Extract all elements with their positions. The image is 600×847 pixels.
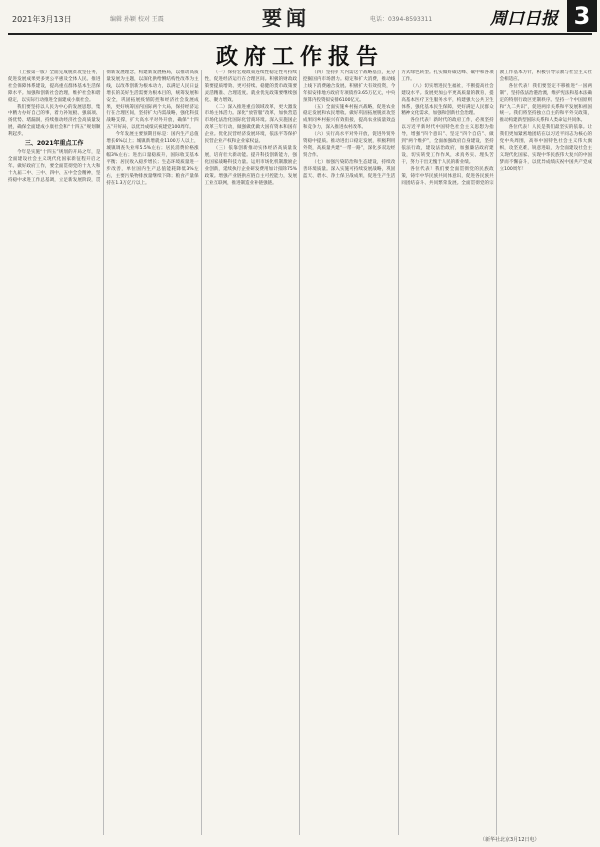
newspaper-logo: 周口日报: [490, 9, 558, 29]
contact-info: 电话：0394-8593311: [370, 16, 433, 23]
paragraph: （七）加强污染防治和生态建设，持续改善环境质量。深入实施可持续发展战略，巩固蓝天、碧水、净土保卫战成果，促进生产生活方式绿色转型。扎实做好碳达峰、碳中和各项工作。: [302, 70, 494, 179]
paragraph: 今年是实施“十四五”规划的开局之年，是全面建设社会主义现代化国家新征程开启之年。做好政府工作，要全面贯彻党的十九大和十九届二中、三中、四中、五中全会精神，坚持稳中求进工作总基调，立足新发展阶段，贯彻新发展理念，构建新发展格局，以推动高质量发展为主题，以深化供给侧结构性改革为主线，以改革创新为根本动力，以满足人民日益增长的美好生活需要为根本目的，统筹发展和安全，巩固拓展疫情防控和经济社会发展成果，更好统筹国内国际两个大局，保持经济运行在合理区间，坚持扩大内需战略，强化科技战略支撑，扩大高水平对外开放，确保“十四五”开好局，以优异成绩庆祝建党100周年。: [8, 70, 199, 183]
paragraph: 今年发展主要预期目标是：国内生产总值增长6%以上；城镇新增就业1100万人以上，城镇调查失业率5.5%左右；居民消费价格涨幅3%左右；进出口量稳质升，国际收支基本平衡；居民收入稳步增长；生态环境质量进一步改善，单位国内生产总值能耗降低3%左右，主要污染物排放量继续下降；粮食产量保持在1.3万亿斤以上。: [106, 132, 199, 186]
editor-credit: 编辑 孙颖 校对 王震: [110, 16, 164, 23]
paragraph: 各位代表！我们要坚定不移推进“一国两制”，坚持依法治港治澳，维护宪法和基本法确定的特别行政区宪制秩序。坚持一个中国原则和“九二共识”，促进两岸关系和平发展和祖国统一。我们将坚持独立自主的和平外交政策，推动构建新型国际关系和人类命运共同体。: [499, 83, 592, 124]
paragraph: 各位代表！我们要全面贯彻党的民族政策，铸牢中华民族共同体意识，促进各民族共同团结奋斗、共同繁荣发展。全面贯彻党的宗教工作基本方针，积极引导宗教与社会主义社会相适应。: [401, 70, 592, 186]
article-title: 政府工作报告: [215, 44, 384, 70]
paragraph: （二）深入推进重点领域改革，更大激发市场主体活力。深化“放管服”改革，加快营造市场化法治化国际化营商环境。深入实施国企改革三年行动，做强做优做大国有资本和国有企业。优化民营经济发展环境，依法平等保护民营企业产权和企业家权益。: [204, 104, 297, 145]
paragraph: 各位代表！新时代的政府工作，必须坚持以习近平新时代中国特色社会主义思想为指导，增强“四个意识”、坚定“四个自信”、做到“两个维护”，全面加强政府自身建设，坚持依法行政，建设法治政府，加强廉洁政府建设，切实转变工作作风，求真务实、埋头苦干，努力干出无愧于人民的新业绩。: [401, 118, 494, 165]
article-body: [8, 70, 592, 835]
paragraph: （三）依靠创新推动实体经济高质量发展，培育壮大新动能。提升科技创新能力，强化国家战略科技力量。运用市场化机制激励企业创新，延续执行企业研发费用加计扣除75%政策。增强产业链供应链自主可控能力，发展工业互联网，推进制造业补链强链。: [204, 145, 297, 186]
section-heading: 三、2021年重点工作: [24, 140, 84, 148]
paragraph: （四）坚持扩大内需这个战略基点，充分挖掘国内市场潜力。稳定和扩大消费，推动线上线下消费融合发展。积极扩大有效投资，今年拟安排地方政府专项债券3.65万亿元，中央预算内投资拟安排6100亿元。: [302, 70, 396, 103]
dateline: （新华社北京3月12日电）: [480, 837, 540, 843]
page-number: 3: [567, 0, 597, 32]
paragraph: 各位代表！人民是我们最坚实的依靠。让我们更加紧密地团结在以习近平同志为核心的党中央周围，高举中国特色社会主义伟大旗帜，攻坚克难，锐意进取，为全面建设社会主义现代化国家、实现中华民族伟大复兴的中国梦而不懈奋斗，以优异成绩庆祝中国共产党成立100周年！: [499, 125, 592, 172]
paragraph: （六）实行高水平对外开放，促进外贸外资稳中提质。推动进出口稳定发展，积极利用外资，高质量共建“一带一路”，深化多双边经贸合作。: [302, 132, 396, 158]
header-rule: [8, 33, 592, 35]
paragraph: （五）全面实施乡村振兴战略，促进农业稳定发展和农民增收。做好巩固拓展脱贫攻坚成果同乡村振兴有效衔接，提高农业质量效益和竞争力，深入推进农村改革。: [302, 104, 396, 131]
section-name: 要闻: [262, 6, 310, 30]
page-header: [0, 0, 600, 36]
issue-date: 2021年3月13日: [12, 15, 72, 24]
paragraph: （八）切实增进民生福祉，不断提高社会建设水平。发展更加公平更高质量的教育，提高基本医疗卫生服务水平，构建强大公共卫生体系，强化基本民生保障，更好满足人民群众精神文化需求，加强和创新社会治理。: [401, 83, 494, 117]
paragraph: （一）保持宏观政策连续性稳定性可持续性，促进经济运行在合理区间。积极的财政政策要提质增效、更可持续。稳健的货币政策要灵活精准、合理适度。就业优先政策要继续强化、聚力增效。: [204, 70, 297, 103]
paragraph: 我们要坚持以人民为中心的发展思想，集中精力办好自己的事，着力补短板、强弱项、扬优势、堵漏洞，持续推动经济社会高质量发展，确保全面建成小康社会和“十四五”规划顺利起步。: [8, 104, 101, 138]
paragraph: （上接第一版）全面完成脱贫攻坚任务，促进发展成果更多更公平惠及全体人民。推进社会保障体系建设，提高重点群体基本生活保障水平。加强和创新社会治理，维护社会和谐稳定，以实际行动推进全面建成小康社会。: [8, 70, 101, 103]
